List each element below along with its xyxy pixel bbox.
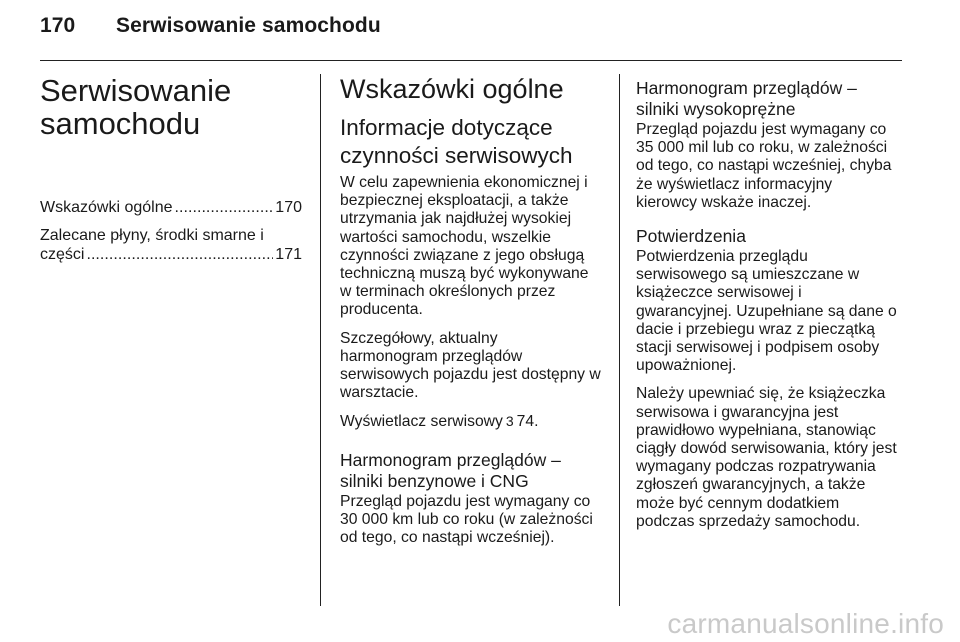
subsection-title	[340, 450, 605, 492]
paragraph	[636, 121, 904, 212]
cross-reference-text: Wyświetlacz serwisowy	[340, 413, 503, 431]
page-number: 170	[40, 14, 76, 37]
text-line: Należy upewniać się, że książeczka	[636, 385, 886, 403]
watermark: carmanualsonline.info	[667, 608, 944, 639]
toc-page: 170	[275, 199, 302, 216]
page-reference-icon: 3	[505, 413, 514, 430]
text-line: W celu zapewnienia ekonomicznej i	[340, 174, 588, 191]
chapter-title-line: Serwisowanie	[40, 73, 232, 108]
text-line: harmonogram przeglądów	[340, 347, 523, 365]
text-line: książeczce serwisowej i	[636, 284, 802, 302]
column-divider-1	[320, 74, 321, 606]
text-line: 30 000 km lub co roku (w zależności	[340, 510, 593, 528]
text-line: kierowcy wskaże inaczej.	[636, 193, 812, 211]
subsection-title: Potwierdzenia	[636, 226, 746, 247]
text-line: od tego, co nastąpi wcześniej, chyba	[636, 157, 892, 175]
toc-leader	[175, 198, 274, 218]
toc-label: Wskazówki ogólne	[40, 199, 173, 216]
text-line: Przegląd pojazdu jest wymagany co	[340, 492, 591, 510]
toc-label: Zalecane płyny, środki smarne i	[40, 226, 264, 244]
header-rule	[40, 60, 902, 61]
toc-page: 171	[275, 246, 302, 263]
text-line: ciągły dowód serwisowania, który jest	[636, 440, 897, 458]
text-line: utrzymania jak najdłużej wysokiej	[340, 210, 572, 228]
text-line: stacji serwisowej i podpisem osoby	[636, 339, 880, 357]
toc-entry[interactable]	[40, 226, 302, 265]
running-section-title: Serwisowanie samochodu	[116, 14, 381, 37]
chapter-title-line: samochodu	[40, 106, 201, 141]
subsection-title-line: Harmonogram przeglądów –	[636, 78, 857, 98]
text-line: serwisowego są umieszczane w	[636, 266, 860, 284]
column-service-schedule	[636, 78, 904, 541]
text-line: serwisowych pojazdu jest dostępny w	[340, 366, 601, 384]
text-line: że wyświetlacz informacyjny	[636, 175, 833, 193]
text-line: Szczegółowy, aktualny	[340, 329, 498, 347]
chapter-title	[40, 74, 302, 140]
text-line: wymagany podczas rozpatrywania	[636, 458, 876, 476]
paragraph	[636, 248, 904, 375]
paragraph	[636, 385, 904, 531]
toc-label: części	[40, 246, 85, 263]
page-header	[40, 14, 381, 38]
text-line: producenta.	[340, 301, 423, 319]
subsection-title	[340, 114, 605, 170]
subsection-title-line: silniki benzynowe i CNG	[340, 470, 529, 491]
text-line: serwisowa i gwarancyjna jest	[636, 403, 839, 421]
paragraph	[340, 330, 605, 403]
text-line: techniczną muszą być wykonywane	[340, 265, 589, 283]
text-line: 35 000 mil lub co roku, w zależności	[636, 139, 888, 157]
subsection-title	[636, 78, 904, 120]
column-divider-2	[619, 74, 620, 606]
text-line: prawidłowo wypełniana, stanowiąc	[636, 421, 876, 439]
subsection-title-line: czynności serwisowych	[340, 143, 573, 168]
text-line: może być cennym dodatkiem	[636, 494, 840, 512]
toc-entry[interactable]	[40, 198, 302, 218]
text-line: od tego, co nastąpi wcześniej).	[340, 529, 555, 547]
subsection-title-line: Harmonogram przeglądów –	[340, 449, 561, 470]
toc-leader	[86, 245, 273, 265]
column-chapter-toc	[40, 74, 302, 265]
cross-reference-page: 74.	[516, 413, 539, 431]
cross-reference[interactable]	[340, 412, 605, 431]
section-title: Wskazówki ogólne	[340, 74, 564, 104]
paragraph	[340, 174, 605, 320]
subsection-title-line: Informacje dotyczące	[340, 115, 553, 140]
text-line: zgłoszeń gwarancyjnych, a także	[636, 476, 866, 494]
text-line: czynności związane z jego obsługą	[340, 246, 585, 264]
text-line: warsztacie.	[340, 384, 419, 402]
text-line: podczas sprzedaży samochodu.	[636, 512, 861, 530]
text-line: bezpiecznej eksploatacji, a także	[340, 192, 569, 210]
subsection-title-line: silniki wysokoprężne	[636, 99, 796, 119]
text-line: Przegląd pojazdu jest wymagany co	[636, 121, 887, 138]
text-line: gwarancyjnej. Uzupełniane są dane o	[636, 302, 897, 320]
text-line: wartości samochodu, wszelkie	[340, 228, 551, 246]
text-line: upoważnionej.	[636, 357, 737, 375]
text-line: w terminach określonych przez	[340, 283, 556, 301]
column-general-info	[340, 74, 605, 557]
text-line: dacie i przebiegu wraz z pieczątką	[636, 320, 875, 338]
paragraph	[340, 493, 605, 548]
text-line: Potwierdzenia przeglądu	[636, 248, 808, 266]
